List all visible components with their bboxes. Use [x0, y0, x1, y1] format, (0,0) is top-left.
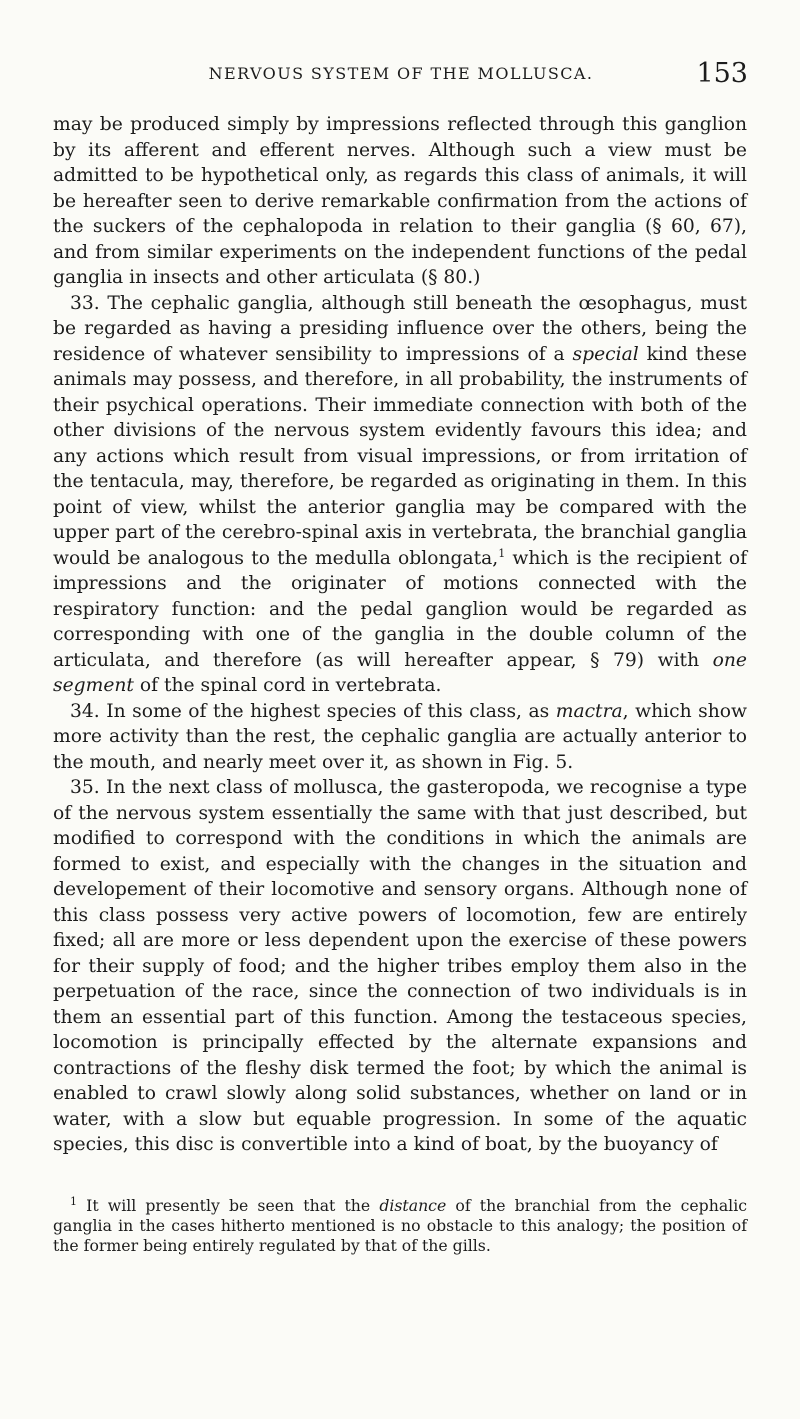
- paragraph-34: [53, 699, 747, 776]
- emphasis-special: special: [572, 343, 639, 365]
- paragraph-33: [53, 291, 747, 699]
- running-head: NERVOUS SYSTEM OF THE MOLLUSCA.: [208, 64, 594, 83]
- emphasis-mactra: mactra: [555, 700, 623, 722]
- footnote-text: [53, 1196, 747, 1256]
- emphasis-distance: distance: [379, 1196, 447, 1215]
- paragraph-text: 33. The cephalic ganglia, although still beneath the œsophagus, must be regarded as having a presiding influence over the others, being the residence of whatever sensibility to impressions of a: [53, 292, 747, 365]
- footnote-body: of the branchial from the cephalic ganglia in the cases hitherto mentioned is no obstacle to this analogy; the position of the former being entirely regulated by that of the gills.: [53, 1196, 747, 1255]
- paragraph-35: [53, 775, 747, 1158]
- page-number: 153: [696, 58, 748, 89]
- emphasis-one-segment: one segment: [53, 649, 747, 696]
- page-header: [54, 58, 748, 92]
- paragraph-text: 35. In the next class of mollusca, the gasteropoda, we recognise a type of the nervous system essentially the same with that just described, but modified to correspond with the conditions in which the animals are formed to exist, and especially with the changes in the situation and developement of their locomotive and sensory organs. Although none of this class possess very active powers of locomotion, few are entirely fixed; all are more or less dependent upon the exercise of these powers for their supply of food; and the higher tribes employ them also in the perpetuation of the race, since the connection of two individuals is in them an essential part of this function. Among the testaceous species, locomotion is principally effected by the alternate expansions and contractions of the fleshy disk termed the foot; by which the animal is enabled to crawl slowly along solid substances, whether on land or in water, with a slow but equable progression. In some of the aquatic species, this disc is convertible into a kind of boat, by the buoyancy of: [53, 777, 747, 1155]
- footnote: [53, 1196, 747, 1256]
- paragraph-text: of the spinal cord in vertebrata.: [133, 675, 442, 696]
- paragraph-text: , which show more activity than the rest, the cephalic ganglia are actually anterior to the mouth, and nearly meet over it, as shown in Fig. 5.: [53, 700, 747, 773]
- footnote-marker: 1: [70, 1194, 77, 1208]
- body-text: [53, 112, 747, 1158]
- paragraph-text: 34. In some of the highest species of this class, as: [70, 700, 556, 722]
- paragraph-continuation: [53, 112, 747, 291]
- paragraph-text: kind these animals may possess, and therefore, in all probability, the instruments of their psychical operations. Their immediate connection with both of the other divisions of the nervous system evidently favours this idea; and any actions which result from visual impressions, or from irritation of the tentacula, may, therefore, be regarded as originating in them. In this point of view, whilst the anterior ganglia may be compared with the upper part of the cerebro-spinal axis in vertebrata, the branchial ganglia would be analogous to the medulla oblongata,: [53, 343, 747, 569]
- footnote-body: It will presently be seen that the: [77, 1196, 380, 1215]
- paragraph-text: may be produced simply by impressions reflected through this ganglion by its afferent and efferent nerves. Although such a view must be admitted to be hypothetical only, as regards this class of animals, it will be hereafter seen to derive remarkable confirmation from the actions of the suckers of the cephalopoda in relation to their ganglia (§ 60, 67), and from similar experiments on the independent functions of the pedal ganglia in insects and other articulata (§ 80.): [53, 114, 747, 288]
- footnote-reference: 1: [498, 546, 506, 560]
- paragraph-text: which is the recipient of impressions and the originater of motions connected with the respiratory function: and the pedal ganglion would be regarded as corresponding with one of the ganglia in the double column of the articulata, and therefore (as will hereafter appear, § 79) with: [53, 547, 747, 671]
